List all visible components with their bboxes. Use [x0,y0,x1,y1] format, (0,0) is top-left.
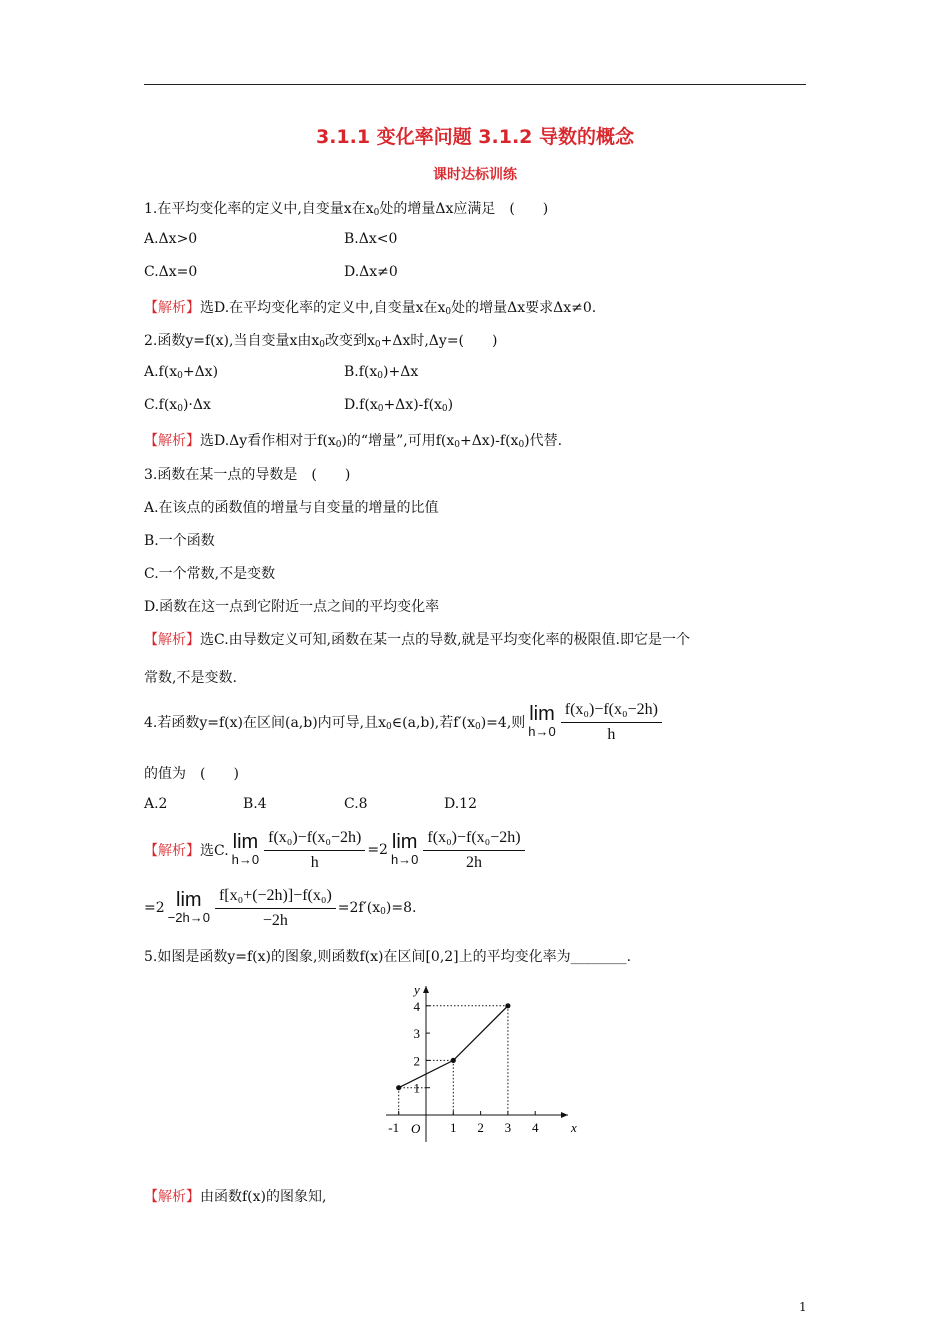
x-tick-label: -1 [388,1120,400,1135]
q4-stem: 4.若函数y=f(x)在区间(a,b)内可导,且$x_0\in(a,b)$,若$f'(x_0)=4$,则 lim h→0 $\frac{\text{f(x₀)−f(x₀−2h)}}{h}$ [144,694,664,750]
q3-option-b: B.一个函数 [144,533,215,549]
y-axis-arrow-icon [423,986,429,993]
y-tick-label: 3 [413,1026,420,1042]
q2-option-c: $C.f(x_0)\cdot\Delta x$ [144,397,211,414]
q4-option-c: C.8 [344,796,368,812]
q3-answer-line2: 常数,不是变数. [144,670,237,686]
q3-answer-line1: 【解析】选C.由导数定义可知,函数在某一点的导数,就是平均变化率的极限值.即它是一个 [144,632,691,648]
q5-stem: 5.如图是函数y=f(x)的图象,则函数f(x)在区间[0,2]上的平均变化率为________. [144,949,632,965]
fraction: $\frac{\text{f(x₀)−f(x₀−2h)}}{h}$ [561,701,662,744]
q1-option-b: B.Δx<0 [344,231,398,247]
y-tick-label: 2 [413,1053,420,1069]
q3-option-c: C.一个常数,不是变数 [144,566,276,582]
q3-option-a: A.在该点的函数值的增量与自变量的增量的比值 [144,500,439,516]
fraction: $\frac{\text{f[x₀+(−2h)]−f(x₀)}}{-2h}$ [215,887,336,930]
q1-answer: 【解析】选D.在平均变化率的定义中,自变量x在$x_0$处的增量Δx要求Δx≠0. [144,300,597,317]
y-axis-label: y [414,982,420,997]
fraction: $\frac{\text{f(x₀)−f(x₀−2h)}}{2h}$ [423,829,524,872]
page-number: 1 [799,1300,807,1314]
q3-option-d: D.函数在这一点到它附近一点之间的平均变化率 [144,599,440,615]
q4-stem-end: 的值为 ( ) [144,766,239,782]
q4-answer-line2: =2 lim −2h→0 $\frac{\text{f[x₀+(−2h)]−f(x₀)}}{-2h}$ $=2f'(x_0)=8$. [144,886,417,929]
limit-symbol: lim −2h→0 [167,889,210,925]
q4-option-b: B.4 [243,796,267,812]
q4-option-d: D.12 [444,796,477,812]
x-tick-label: 3 [504,1120,512,1135]
q2-option-b: $B.f(x_0)+\Delta x$ [344,364,419,381]
origin-label: O [411,1121,421,1136]
q2-option-a: $A.f(x_0+\Delta x)$ [144,364,219,381]
x-tick-label: 1 [450,1120,457,1135]
curve-point [451,1058,456,1063]
curve-point [505,1003,510,1008]
q1-option-d: D.Δx≠0 [344,264,398,280]
q1-stem: 1.在平均变化率的定义中,自变量x在$x_0$处的增量Δx应满足 ( ) [144,201,549,218]
x-axis-arrow-icon [561,1112,568,1118]
x-tick-label: 2 [477,1120,484,1135]
q5-answer: 【解析】由函数f(x)的图象知, [144,1189,327,1205]
x-axis-label: x [571,1120,577,1135]
q2-option-d: $D.f(x_0+\Delta x)-f(x_0)$ [344,397,454,414]
q2-answer: 【解析】选D.Δy看作相对于$f(x_0)$的“增量”,可用$f(x_0+\Delta x)-f(x_0)$代替. [144,433,563,450]
y-tick-label: 4 [413,998,420,1014]
q4-option-a: A.2 [144,796,168,812]
curve-point [396,1085,401,1090]
fraction: $\frac{\text{f(x₀)−f(x₀−2h)}}{h}$ [264,829,365,872]
q4-answer-line1: 【解析】 选C. lim h→0 $\frac{\text{f(x₀)−f(x₀−2h)}}{h}$ =2 lim h→0 $\frac{\text{f(x₀)−f(x₀−2h)}}{2h}$ [144,822,527,878]
q2-stem: 2.函数y=f(x),当自变量x由$x_0$改变到$x_0+\Delta x$时,Δy=( ) [144,333,498,350]
limit-symbol: lim h→0 [528,703,556,739]
limit-symbol: lim h→0 [390,831,419,867]
q3-stem: 3.函数在某一点的导数是 ( ) [144,467,351,483]
page-title: 3.1.1 变化率问题 3.1.2 导数的概念 [315,126,635,148]
q1-option-c: C.Δx=0 [144,264,198,280]
q1-option-a: A.Δx>0 [144,231,198,247]
y-tick-label: 1 [413,1080,420,1096]
x-tick-label: 4 [531,1120,539,1135]
header-rule [144,84,806,85]
page-subtitle: 课时达标训练 [433,167,517,183]
function-graph [380,978,580,1148]
limit-symbol: lim h→0 [231,831,260,867]
